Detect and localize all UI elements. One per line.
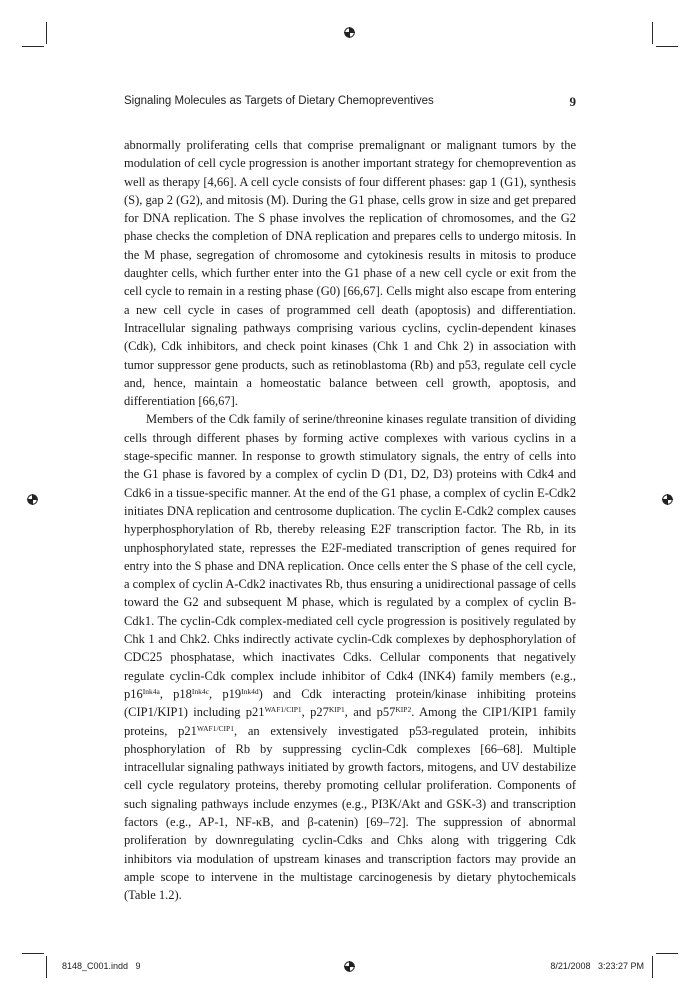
paragraph-1: abnormally proliferating cells that comprise premalignant or malignant tumors by the modulation of cell cycle progression is another important strategy for chemoprevention as well as therapy [4,66]. A cell cycle consists of four different phases: gap 1 (G1), synthesis (S), gap 2 (G2), and mitosis (M). During the G1 phase, cells grow in size and get prepared for DNA replication. The S phase involves the replication of chromosomes, and the G2 phase checks the completion of DNA replication and prepares cells to undergo mitosis. In the M phase, segregation of chromosome and cytokinesis results in mitosis to produce daughter cells, which further enter into the G1 phase of a new cell cycle or exit from the cell cycle to remain in a resting phase (G0) [66,67]. Cells might also escape from entering a new cell cycle in cases of programmed cell death (apoptosis) and differentiation. Intracellular signaling pathways comprising various cyclins, cyclin-dependent kinases (Cdk), Cdk inhibitors, and check point kinases (Chk 1 and Chk 2) in association with tumor suppressor gene products, such as retinoblastoma (Rb) and p53, regulate cell cycle and, hence, maintain a homeostatic balance between cell growth, apoptosis, and differentiation [66,67].	[124, 138, 576, 409]
crop-mark-top-left-h	[22, 46, 44, 47]
superscript: Ink4d	[241, 686, 259, 696]
slug-file-name: 8148_C001.indd 9	[62, 961, 141, 971]
running-head-title: Signaling Molecules as Targets of Dietary Chemopreventives	[124, 95, 434, 107]
registration-mark-icon	[344, 961, 355, 972]
superscript: WAF1/CIP1	[196, 723, 234, 733]
paragraph-2-text: , p18	[159, 686, 192, 701]
crop-mark-top-right-h	[656, 46, 678, 47]
paragraph-2	[124, 410, 576, 904]
superscript: Ink4a	[142, 686, 160, 696]
paragraph-2-text: , p19	[209, 686, 242, 701]
superscript: KIP1	[328, 705, 345, 715]
crop-mark-bottom-left-v	[46, 956, 47, 978]
page-number: 9	[569, 94, 576, 109]
crop-mark-bottom-right-h	[656, 953, 678, 954]
superscript: Ink4c	[191, 686, 209, 696]
paragraph-2-text: , p27	[301, 705, 329, 720]
slug-timestamp: 8/21/2008 3:23:27 PM	[550, 961, 644, 971]
registration-mark-icon	[27, 494, 38, 505]
paragraph-2-text: . Among the CIP1/KIP1 family proteins, p21	[124, 705, 577, 738]
superscript: WAF1/CIP1	[264, 705, 302, 715]
crop-mark-bottom-left-h	[22, 953, 44, 954]
crop-mark-top-right-v	[652, 22, 653, 44]
crop-mark-top-left-v	[46, 22, 47, 44]
body-text	[124, 136, 576, 904]
paragraph-2-text: ) and Cdk interacting protein/kinase inhibiting proteins (CIP1/KIP1) including p21	[124, 686, 577, 720]
paragraph-2-text: , an extensively investigated p53-regulated protein, inhibits phosphorylation of Rb by suppressing cyclin-Cdk complexes [66–68]. Multiple intracellular signaling pathways initiated by growth factors, mitogens, and UV destabilize cell cycle regulatory proteins, thereby promoting cellular proliferation. Components of such signaling pathways include enzymes (e.g., PI3K/Akt and GSK-3) and transcription factors (e.g., AP-1, NF-κB, and β-catenin) [69–72]. The suppression of abnormal proliferation by downregulating cyclin-Cdks and Chks along with triggering Cdk inhibitors via modulation of upstream kinases and transcription factors may provide an ample scope to intervene in the multistage carcinogenesis by dietary phytochemicals (Table 1.2).	[124, 723, 576, 903]
registration-mark-icon	[344, 27, 355, 38]
crop-mark-bottom-right-v	[652, 956, 653, 978]
paragraph-2-text: , and p57	[344, 705, 396, 720]
paragraph-2-text: Members of the Cdk family of serine/threonine kinases regulate transition of dividing cells through different phases by forming active complexes with various cyclins in a stage-specific manner. In response to growth stimulatory signals, the entry of cells into the G1 phase is favored by a complex of cyclin D (D1, D2, D3) proteins with Cdk4 and Cdk6 in a tissue-specific manner. At the end of the G1 phase, a complex of cyclin E-Cdk2 initiates DNA replication and centrosome duplication. The cyclin E-Cdk2 complex causes hyperphosphorylation of Rb, thereby releasing E2F transcription factor. The Rb, in its unphosphorylated state, represses the E2F-mediated transcription of genes required for entry into the S phase and DNA replication. Once cells enter the S phase of the cell cycle, a complex of cyclin A-Cdk2 inactivates Rb, thus ensuring a unidirectional passage of cells toward the G2 and subsequent M phase, which is regulated by a complex of cyclin B-Cdk1. The cyclin-Cdk complex-mediated cell cycle progression is positively regulated by Chk 1 and Chk2. Chks indirectly activate cyclin-Cdk complexes by dephosphorylation of CDC25 phosphatase, which inactivates Cdks. Cellular components that negatively regulate cyclin-Cdk complex include inhibitor of Cdk4 (INK4) family members (e.g., p16	[124, 412, 576, 701]
superscript: KIP2	[395, 705, 412, 715]
running-head	[124, 95, 576, 113]
registration-mark-icon	[662, 494, 673, 505]
